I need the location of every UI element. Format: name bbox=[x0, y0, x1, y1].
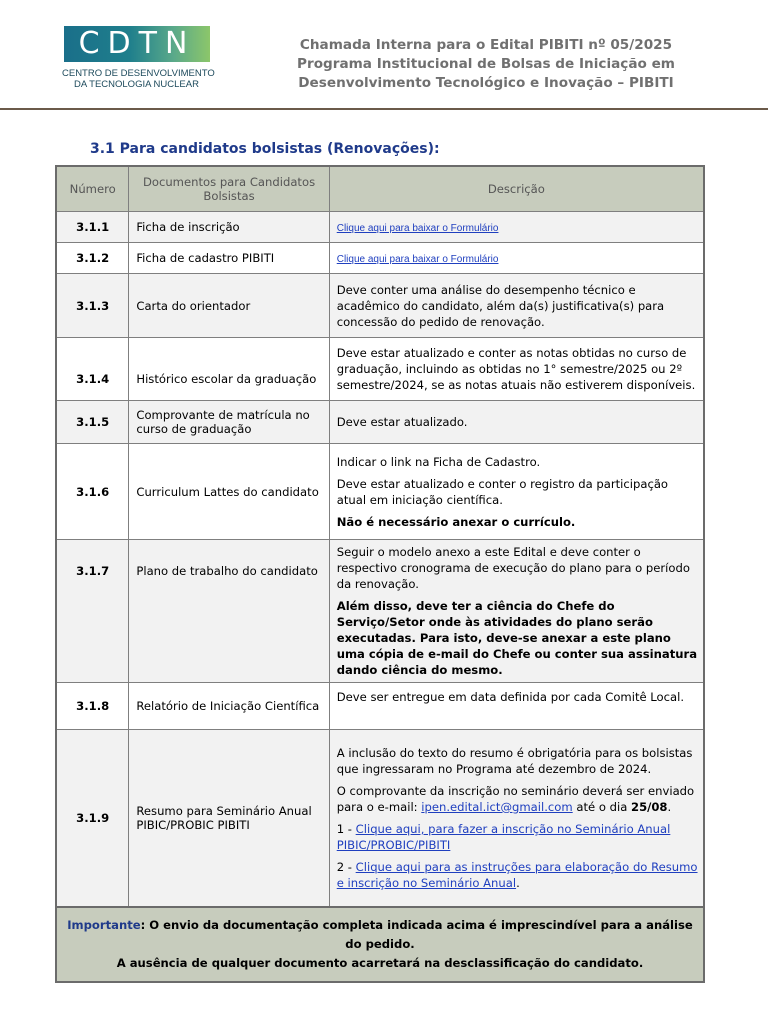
description-text bbox=[337, 783, 699, 815]
description-text: Indicar o link na Ficha de Cadastro. bbox=[336, 454, 541, 469]
logo-subtitle-line1: CENTRO DE DESENVOLVIMENTO bbox=[62, 68, 215, 79]
important-note bbox=[56, 907, 704, 982]
row-description bbox=[329, 683, 704, 730]
header-documentos: Documentos para Candidatos Bolsistas bbox=[129, 166, 329, 212]
row-description bbox=[329, 444, 704, 540]
row-document: Ficha de inscrição bbox=[129, 212, 329, 243]
description-text: A inclusão do texto do resumo é obrigatória para os bolsistas que ingressaram no Programa até dezembro de 2024. bbox=[336, 745, 693, 776]
row-description bbox=[329, 540, 704, 683]
row-number: 3.1.1 bbox=[56, 212, 129, 243]
row-number: 3.1.5 bbox=[56, 401, 129, 444]
row-description bbox=[329, 730, 704, 907]
logo-text: CDTN bbox=[78, 26, 196, 61]
row-description bbox=[329, 212, 704, 243]
title-line1: Chamada Interna para o Edital PIBITI nº 05/2025 bbox=[299, 37, 673, 53]
cdtn-logo bbox=[64, 26, 214, 66]
logo-subtitle-line2: DA TECNOLOGIA NUCLEAR bbox=[74, 79, 199, 90]
document-title bbox=[270, 36, 702, 93]
description-note: Não é necessário anexar o currículo. bbox=[336, 514, 576, 529]
section-title: 3.1 Para candidatos bolsistas (Renovações): bbox=[90, 141, 440, 157]
table-header-row bbox=[56, 166, 704, 212]
description-text: Deve estar atualizado. bbox=[336, 415, 468, 429]
header-numero: Número bbox=[56, 166, 129, 212]
item-prefix: 2 - bbox=[336, 859, 356, 874]
logo-subtitle bbox=[62, 68, 222, 90]
important-label: Importante bbox=[67, 917, 141, 932]
row-number: 3.1.2 bbox=[56, 243, 129, 274]
item-prefix: 1 - bbox=[336, 821, 356, 836]
row-number: 3.1.6 bbox=[56, 444, 129, 540]
deadline-date: 25/08 bbox=[631, 799, 668, 814]
table-row bbox=[56, 243, 704, 274]
title-line2: Programa Institucional de Bolsas de Iniciação em bbox=[297, 56, 675, 72]
description-text: Seguir o modelo anexo a este Edital e deve conter o respectivo cronograma de execução do plano para o período da renovação. bbox=[336, 545, 690, 591]
download-form-link[interactable]: Clique aqui para baixar o Formulário bbox=[336, 254, 499, 265]
email-end: . bbox=[667, 799, 672, 814]
description-text: Deve estar atualizado e conter o registro da participação atual em iniciação científica. bbox=[336, 476, 669, 507]
header-descricao: Descrição bbox=[329, 166, 704, 212]
row-number: 3.1.8 bbox=[56, 683, 129, 730]
instructions-item bbox=[337, 859, 699, 891]
page-header bbox=[0, 0, 768, 110]
seminar-registration-link[interactable]: Clique aqui, para fazer a inscrição no Seminário Anual PIBIC/PROBIC/PIBITI bbox=[336, 821, 671, 852]
important-line2: A ausência de qualquer documento acarretará na desclassificação do candidato. bbox=[116, 955, 644, 970]
table-row bbox=[56, 444, 704, 540]
important-note-row bbox=[56, 907, 704, 982]
title-line3: Desenvolvimento Tecnológico e Inovação – PIBITI bbox=[298, 75, 674, 91]
table-row bbox=[56, 338, 704, 401]
row-document: Carta do orientador bbox=[129, 274, 329, 338]
header-divider bbox=[0, 108, 768, 110]
email-pre: O comprovante da inscrição no seminário deverá ser enviado para o e-mail: bbox=[336, 783, 695, 814]
row-number: 3.1.7 bbox=[56, 540, 129, 683]
important-text1: : O envio da documentação completa indicada acima é imprescindível para a análise do pedido. bbox=[140, 917, 693, 951]
table-row bbox=[56, 730, 704, 907]
row-description bbox=[329, 274, 704, 338]
item-end: . bbox=[516, 875, 520, 890]
description-text: Deve conter uma análise do desempenho técnico e acadêmico do candidato, além da(s) justificativa(s) para concessão do pedido de renovação. bbox=[336, 282, 665, 329]
table-row bbox=[56, 540, 704, 683]
table-row bbox=[56, 683, 704, 730]
description-note: Além disso, deve ter a ciência do Chefe do Serviço/Setor onde às atividades do plano serão executadas. Para isto, deve-se anexar a este plano uma cópia de e-mail do Chefe ou conter sua assinatura dando ciência do mesmo. bbox=[336, 599, 698, 677]
row-description bbox=[329, 401, 704, 444]
row-number: 3.1.9 bbox=[56, 730, 129, 907]
row-description bbox=[329, 243, 704, 274]
important-line1 bbox=[61, 916, 699, 954]
abstract-instructions-link[interactable]: Clique aqui para as instruções para elaboração do Resumo e inscrição no Seminário Anual bbox=[336, 859, 698, 890]
row-document: Relatório de Iniciação Científica bbox=[129, 683, 329, 730]
download-form-link[interactable]: Clique aqui para baixar o Formulário bbox=[336, 223, 499, 234]
row-document: Plano de trabalho do candidato bbox=[129, 540, 329, 683]
table-row bbox=[56, 401, 704, 444]
row-document: Comprovante de matrícula no curso de graduação bbox=[129, 401, 329, 444]
email-link[interactable]: ipen.edital.ict@gmail.com bbox=[421, 799, 573, 814]
row-number: 3.1.3 bbox=[56, 274, 129, 338]
row-description bbox=[329, 338, 704, 401]
documents-table bbox=[55, 165, 705, 983]
row-document: Resumo para Seminário Anual PIBIC/PROBIC PIBITI bbox=[129, 730, 329, 907]
row-number: 3.1.4 bbox=[56, 338, 129, 401]
row-document: Histórico escolar da graduação bbox=[129, 338, 329, 401]
table-row bbox=[56, 274, 704, 338]
row-document: Curriculum Lattes do candidato bbox=[129, 444, 329, 540]
registration-item bbox=[337, 821, 699, 853]
table-row bbox=[56, 212, 704, 243]
description-text: Deve estar atualizado e conter as notas obtidas no curso de graduação, incluindo as obtidas no 1° semestre/2025 ou 2º semestre/2024, se as notas atuais não estiverem disponíveis. bbox=[336, 346, 696, 392]
row-document: Ficha de cadastro PIBITI bbox=[129, 243, 329, 274]
email-mid: até o dia bbox=[572, 799, 631, 814]
description-text: Deve ser entregue em data definida por cada Comitê Local. bbox=[336, 690, 685, 704]
